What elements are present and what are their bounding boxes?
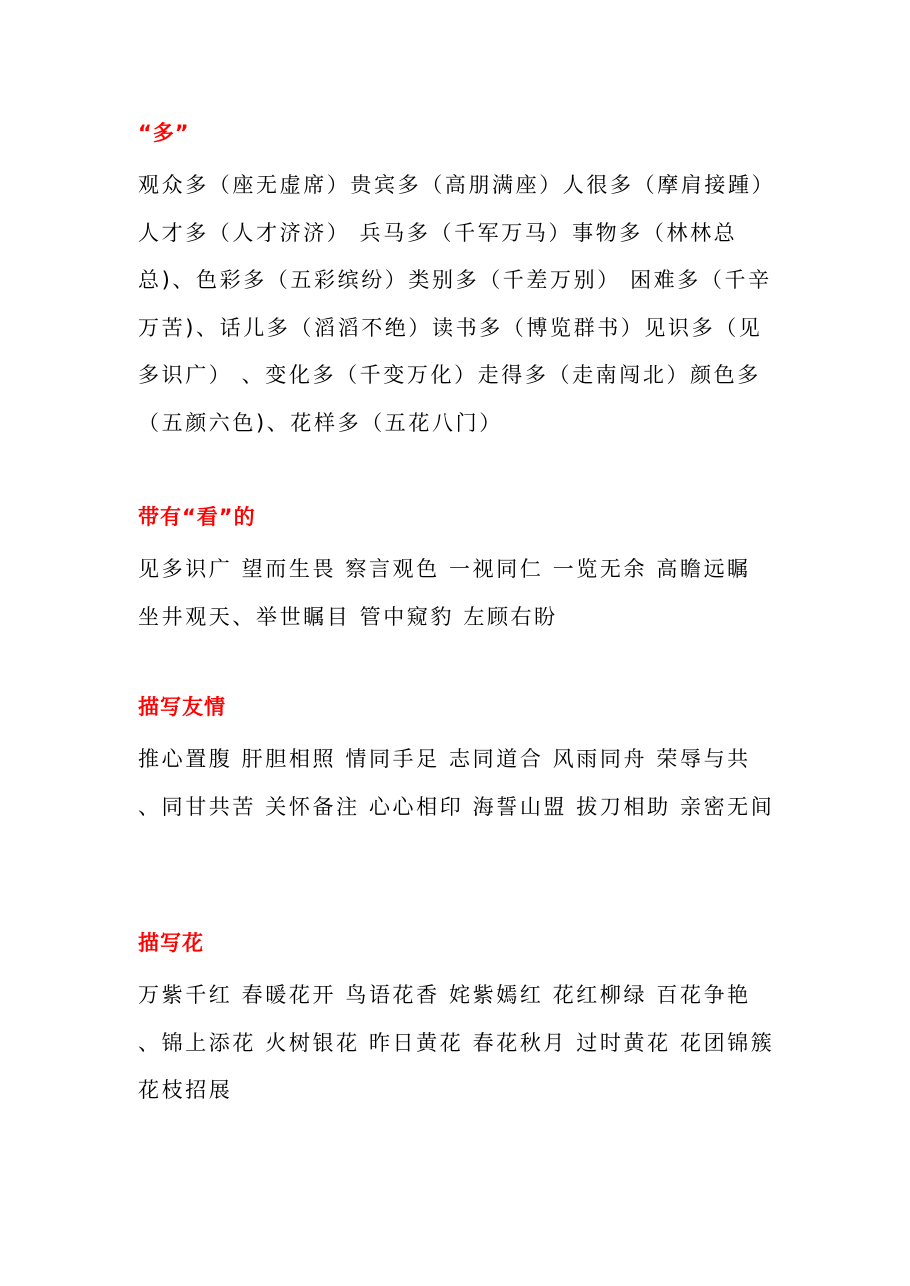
section-body: 万紫千红 春暖花开 鸟语花香 姹紫嫣红 花红柳绿 百花争艳 、锦上添花 火树银花 昨日黄花 春花秋月 过时黄花 花团锦簇 花枝招展 bbox=[138, 983, 775, 1102]
section-body: 见多识广 望而生畏 察言观色 一视同仁 一览无余 高瞻远瞩 坐井观天、举世瞩目 管中窥豹 左顾右盼 bbox=[138, 557, 751, 629]
section-heading: 带有“看”的 bbox=[138, 505, 256, 529]
section-heading: “多” bbox=[138, 121, 190, 145]
section-heading: 描写友情 bbox=[138, 695, 226, 719]
section-youqing bbox=[138, 692, 778, 831]
section-duo bbox=[138, 118, 778, 447]
section-hua bbox=[138, 928, 778, 1115]
section-body: 观众多（座无虚席）贵宾多（高朋满座）人很多（摩肩接踵）人才多（人才济济） 兵马多（千军万马）事物多（林林总总)、色彩多（五彩缤纷）类别多（千差万别） 困难多（千辛万苦)、话儿多（滔滔不绝）读书多（博览群书）见识多（见多识广） 、变化多（千变万化）走得多（走南闯北）颜色多（五颜六色)、花样多（五花八门） bbox=[138, 173, 776, 435]
section-body: 推心置腹 肝胆相照 情同手足 志同道合 风雨同舟 荣辱与共 、同甘共苦 关怀备注 心心相印 海誓山盟 拔刀相助 亲密无间 bbox=[138, 747, 775, 819]
section-heading: 描写花 bbox=[138, 931, 204, 955]
section-kan bbox=[138, 502, 778, 641]
